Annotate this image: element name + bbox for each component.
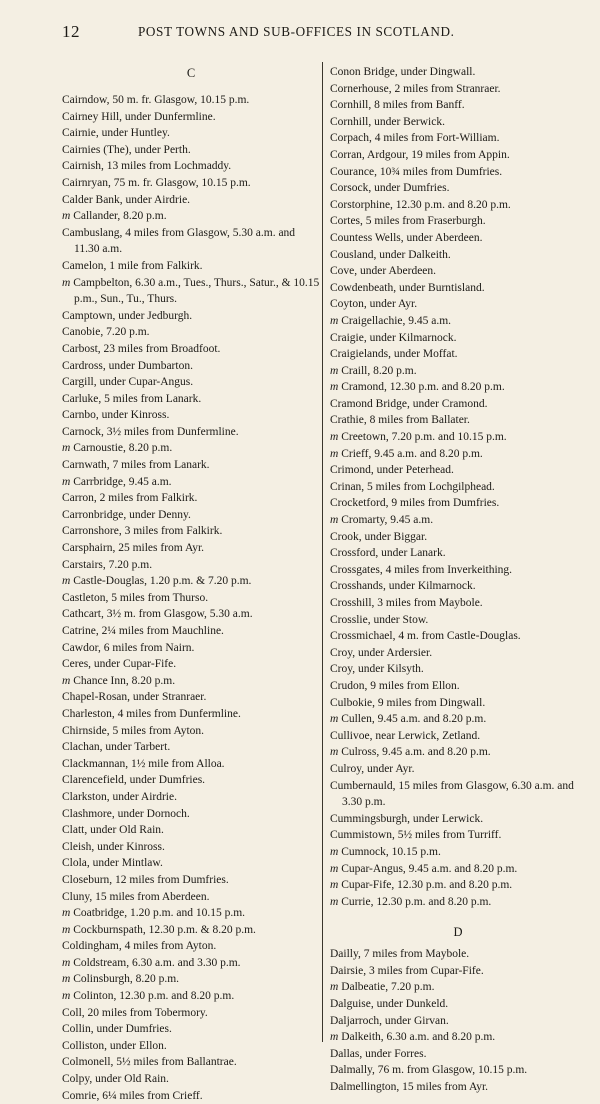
- entry-text: Chirnside, 5 miles from Ayton.: [62, 724, 205, 737]
- directory-entry: [62, 988, 320, 1005]
- directory-entry: [62, 109, 320, 126]
- money-order-marker: m: [330, 314, 339, 327]
- directory-entry: [62, 523, 320, 540]
- directory-entry: [62, 689, 320, 706]
- directory-entry: [330, 446, 586, 463]
- directory-entry: [62, 324, 320, 341]
- entry-text: Colmonell, 5½ miles from Ballantrae.: [62, 1056, 237, 1069]
- directory-entry: [330, 894, 586, 911]
- money-order-marker: m: [330, 981, 339, 994]
- directory-entry: [62, 507, 320, 524]
- entry-text: Cumnock, 10.15 p.m.: [341, 845, 441, 858]
- directory-entry: [62, 955, 320, 972]
- entry-text: Charleston, 4 miles from Dunfermline.: [62, 707, 241, 720]
- entry-text: Clachan, under Tarbert.: [62, 741, 171, 754]
- directory-entry: [62, 822, 320, 839]
- directory-entry: [62, 839, 320, 856]
- money-order-marker: m: [62, 276, 71, 289]
- directory-entry: [62, 806, 320, 823]
- money-order-marker: m: [330, 879, 339, 892]
- directory-entry: [62, 407, 320, 424]
- directory-entry: [330, 578, 586, 595]
- entry-text: Corpach, 4 miles from Fort-William.: [330, 132, 500, 145]
- section-letter-c: C: [186, 66, 196, 80]
- directory-entry: [62, 424, 320, 441]
- entry-text: Ceres, under Cupar-Fife.: [62, 658, 177, 671]
- entry-text: Cummistown, 5½ miles from Turriff.: [330, 829, 502, 842]
- directory-entry: [62, 855, 320, 872]
- directory-entry: [330, 197, 586, 214]
- directory-entry: [330, 728, 586, 745]
- entry-text: Cockburnspath, 12.30 p.m. & 8.20 p.m.: [73, 923, 256, 936]
- directory-entry: [330, 495, 586, 512]
- entry-text: Clola, under Mintlaw.: [62, 857, 163, 870]
- entry-text: Clackmannan, 1½ mile from Alloa.: [62, 757, 225, 770]
- directory-entry: [330, 946, 586, 963]
- entry-text: Cullen, 9.45 a.m. and 8.20 p.m.: [341, 713, 487, 726]
- entry-text: Cowdenbeath, under Burntisland.: [330, 281, 485, 294]
- directory-entry: [62, 192, 320, 209]
- directory-entry: [62, 1088, 320, 1104]
- money-order-marker: m: [62, 956, 71, 969]
- directory-entry: [330, 213, 586, 230]
- entry-text: Cairnies (The), under Perth.: [62, 143, 191, 156]
- directory-entry: [62, 474, 320, 491]
- entry-text: Cousland, under Dalkeith.: [330, 248, 451, 261]
- entry-text: Castleton, 5 miles from Thurso.: [62, 591, 209, 604]
- entry-text: Colinton, 12.30 p.m. and 8.20 p.m.: [73, 990, 235, 1003]
- entry-text: Carnock, 3½ miles from Dunfermline.: [62, 425, 239, 438]
- entry-text: Coatbridge, 1.20 p.m. and 10.15 p.m.: [73, 907, 246, 920]
- directory-entry: [62, 623, 320, 640]
- directory-entry: [62, 938, 320, 955]
- directory-entry: [330, 313, 586, 330]
- running-head: POST TOWNS AND SUB-OFFICES IN SCOTLAND.: [138, 24, 455, 39]
- directory-entry: [330, 280, 586, 297]
- entry-text: Castle-Douglas, 1.20 p.m. & 7.20 p.m.: [73, 575, 252, 588]
- directory-entry: [330, 661, 586, 678]
- directory-entry: [330, 130, 586, 147]
- directory-entry: [330, 678, 586, 695]
- entry-text: Culroy, under Ayr.: [330, 762, 415, 775]
- money-order-marker: m: [62, 575, 71, 588]
- entry-text: Carsphairn, 25 miles from Ayr.: [62, 542, 205, 555]
- entry-text: Callander, 8.20 p.m.: [73, 210, 167, 223]
- entry-text: Carbost, 23 miles from Broadfoot.: [62, 342, 221, 355]
- entry-text: Cumbernauld, 15 miles from Glasgow, 6.30 a.m. and 3.30 p.m.: [330, 779, 574, 809]
- entry-text: Crossgates, 4 miles from Inverkeithing.: [330, 563, 513, 576]
- directory-entry: [62, 158, 320, 175]
- entry-text: Cathcart, 3½ m. from Glasgow, 5.30 a.m.: [62, 608, 253, 621]
- entry-text: Coldstream, 6.30 a.m. and 3.30 p.m.: [73, 956, 241, 969]
- entry-text: Cambuslang, 4 miles from Glasgow, 5.30 a.m. and 11.30 a.m.: [62, 226, 296, 256]
- entry-text: Cornerhouse, 2 miles from Stranraer.: [330, 82, 501, 95]
- entry-text: Crudon, 9 miles from Ellon.: [330, 679, 460, 692]
- directory-entry: [330, 412, 586, 429]
- entry-text: Carstairs, 7.20 p.m.: [62, 558, 153, 571]
- directory-entry: [330, 114, 586, 131]
- directory-entry: [330, 1046, 586, 1063]
- directory-entry: [62, 706, 320, 723]
- directory-entry: [330, 396, 586, 413]
- entry-text: Corran, Ardgour, 19 miles from Appin.: [330, 148, 510, 161]
- directory-entry: [330, 761, 586, 778]
- entry-text: Croy, under Kilsyth.: [330, 663, 424, 676]
- entry-text: Cupar-Angus, 9.45 a.m. and 8.20 p.m.: [341, 862, 518, 875]
- directory-entry: [330, 711, 586, 728]
- directory-entry: [330, 562, 586, 579]
- directory-entry: [330, 479, 586, 496]
- entry-text: Calder Bank, under Airdrie.: [62, 193, 191, 206]
- entry-text: Cluny, 15 miles from Aberdeen.: [62, 890, 210, 903]
- directory-entry: [62, 889, 320, 906]
- directory-entry: [62, 341, 320, 358]
- entry-text: Cornhill, under Berwick.: [330, 115, 445, 128]
- directory-entry: [330, 628, 586, 645]
- directory-entry: [62, 606, 320, 623]
- directory-entry: [62, 789, 320, 806]
- directory-entry: [330, 346, 586, 363]
- directory-entry: [330, 147, 586, 164]
- directory-entry: [62, 1005, 320, 1022]
- money-order-marker: m: [62, 442, 71, 455]
- directory-entry: [62, 922, 320, 939]
- directory-entry: [62, 540, 320, 557]
- entry-text: Crook, under Biggar.: [330, 530, 428, 543]
- directory-entry: [62, 756, 320, 773]
- money-order-marker: m: [62, 475, 71, 488]
- directory-entry: [330, 64, 586, 81]
- entry-text: Cortes, 5 miles from Fraserburgh.: [330, 215, 486, 228]
- entry-text: Dalmellington, 15 miles from Ayr.: [330, 1081, 489, 1094]
- directory-entry: [330, 1079, 586, 1096]
- directory-entry: [330, 778, 586, 811]
- entry-text: Craigielands, under Moffat.: [330, 348, 458, 361]
- entry-text: Currie, 12.30 p.m. and 8.20 p.m.: [341, 895, 492, 908]
- entry-text: Dalmally, 76 m. from Glasgow, 10.15 p.m.: [330, 1064, 528, 1077]
- entry-text: Cummingsburgh, under Lerwick.: [330, 812, 484, 825]
- entry-text: Craigie, under Kilmarnock.: [330, 331, 457, 344]
- entry-text: Carluke, 5 miles from Lanark.: [62, 392, 202, 405]
- entry-text: Canobie, 7.20 p.m.: [62, 326, 150, 339]
- entry-text: Dallas, under Forres.: [330, 1047, 427, 1060]
- entry-text: Courance, 10¾ miles from Dumfries.: [330, 165, 503, 178]
- directory-entry: [330, 861, 586, 878]
- directory-entry: [62, 971, 320, 988]
- directory-entry: [62, 772, 320, 789]
- money-order-marker: m: [330, 364, 339, 377]
- page-number: 12: [62, 22, 80, 41]
- money-order-marker: m: [330, 447, 339, 460]
- directory-entry: [62, 275, 320, 308]
- left-entries: [62, 92, 320, 1104]
- entry-text: Carnbo, under Kinross.: [62, 409, 170, 422]
- directory-entry: [62, 308, 320, 325]
- directory-entry: [330, 695, 586, 712]
- directory-entry: [62, 590, 320, 607]
- entry-text: Culross, 9.45 a.m. and 8.20 p.m.: [341, 746, 491, 759]
- directory-entry: [62, 1038, 320, 1055]
- entry-text: Comrie, 6¼ miles from Crieff.: [62, 1089, 203, 1102]
- entry-text: Crimond, under Peterhead.: [330, 464, 454, 477]
- entry-text: Cardross, under Dumbarton.: [62, 359, 193, 372]
- entry-text: Cairney Hill, under Dunfermline.: [62, 110, 216, 123]
- directory-entry: [62, 374, 320, 391]
- money-order-marker: m: [330, 746, 339, 759]
- directory-entry: [330, 1029, 586, 1046]
- directory-entry: [330, 963, 586, 980]
- directory-entry: [62, 872, 320, 889]
- directory-entry: [330, 462, 586, 479]
- right-entries-c: [330, 64, 586, 910]
- entry-text: Cleish, under Kinross.: [62, 840, 165, 853]
- entry-text: Clatt, under Old Rain.: [62, 824, 164, 837]
- directory-entry: [62, 557, 320, 574]
- entry-text: Conon Bridge, under Dingwall.: [330, 66, 476, 78]
- entry-text: Dailly, 7 miles from Maybole.: [330, 948, 470, 961]
- entry-text: Crossford, under Lanark.: [330, 547, 446, 560]
- entry-text: Carron, 2 miles from Falkirk.: [62, 492, 198, 505]
- entry-text: Crosshands, under Kilmarnock.: [330, 580, 476, 593]
- directory-entry: [62, 1021, 320, 1038]
- entry-text: Cromarty, 9.45 a.m.: [341, 514, 434, 527]
- money-order-marker: m: [330, 845, 339, 858]
- directory-entry: [62, 656, 320, 673]
- entry-text: Crossmichael, 4 m. from Castle-Douglas.: [330, 630, 521, 643]
- directory-entry: [62, 1054, 320, 1071]
- money-order-marker: m: [330, 1031, 339, 1044]
- entry-text: Cupar-Fife, 12.30 p.m. and 8.20 p.m.: [341, 879, 513, 892]
- directory-entry: [62, 457, 320, 474]
- money-order-marker: m: [330, 514, 339, 527]
- directory-entry: [62, 723, 320, 740]
- entry-text: Corstorphine, 12.30 p.m. and 8.20 p.m.: [330, 198, 511, 211]
- directory-entry: [330, 844, 586, 861]
- directory-entry: [330, 1062, 586, 1079]
- entry-text: Colliston, under Ellon.: [62, 1039, 167, 1052]
- entry-text: Croy, under Ardersier.: [330, 646, 433, 659]
- directory-entry: [330, 595, 586, 612]
- directory-entry: [62, 142, 320, 159]
- entry-text: Carrbridge, 9.45 a.m.: [73, 475, 172, 488]
- entry-text: Cramond Bridge, under Cramond.: [330, 397, 488, 410]
- entry-text: Culbokie, 9 miles from Dingwall.: [330, 696, 486, 709]
- entry-text: Cairnish, 13 miles from Lochmaddy.: [62, 160, 232, 173]
- left-column: [62, 62, 320, 1104]
- directory-entry: [330, 996, 586, 1013]
- directory-entry: [330, 363, 586, 380]
- entry-text: Dalguise, under Dunkeld.: [330, 998, 449, 1011]
- directory-entry: [330, 429, 586, 446]
- entry-text: Cramond, 12.30 p.m. and 8.20 p.m.: [341, 381, 505, 394]
- entry-text: Camelon, 1 mile from Falkirk.: [62, 259, 203, 272]
- directory-entry: [330, 811, 586, 828]
- money-order-marker: m: [330, 862, 339, 875]
- directory-entry: [62, 175, 320, 192]
- directory-entry: [62, 739, 320, 756]
- entry-text: Dairsie, 3 miles from Cupar-Fife.: [330, 964, 484, 977]
- directory-entry: [62, 490, 320, 507]
- entry-text: Coll, 20 miles from Tobermory.: [62, 1006, 208, 1019]
- entry-text: Clarkston, under Airdrie.: [62, 790, 177, 803]
- entry-text: Corsock, under Dumfries.: [330, 182, 450, 195]
- directory-entry: [62, 208, 320, 225]
- entry-text: Dalbeatie, 7.20 p.m.: [341, 981, 435, 994]
- entry-text: Carronbridge, under Denny.: [62, 508, 191, 521]
- money-order-marker: m: [62, 923, 71, 936]
- directory-entry: [62, 358, 320, 375]
- entry-text: Dalkeith, 6.30 a.m. and 8.20 p.m.: [341, 1031, 496, 1044]
- entry-text: Cullivoe, near Lerwick, Zetland.: [330, 729, 481, 742]
- directory-entry: [330, 379, 586, 396]
- entry-text: Cawdor, 6 miles from Nairn.: [62, 641, 195, 654]
- directory-entry: [330, 164, 586, 181]
- right-entries-d: [330, 946, 586, 1095]
- directory-entry: [330, 296, 586, 313]
- entry-text: Crosshill, 3 miles from Maybole.: [330, 597, 483, 609]
- directory-entry: [330, 230, 586, 247]
- entry-text: Crosslie, under Stow.: [330, 613, 429, 626]
- directory-entry: [330, 979, 586, 996]
- directory-entry: [330, 645, 586, 662]
- money-order-marker: m: [330, 431, 339, 444]
- entry-text: Carnwath, 7 miles from Lanark.: [62, 459, 210, 472]
- entry-text: Crathie, 8 miles from Ballater.: [330, 414, 470, 427]
- directory-entry: [330, 247, 586, 264]
- money-order-marker: m: [62, 674, 71, 687]
- entry-text: Cove, under Aberdeen.: [330, 265, 437, 278]
- entry-text: Carnoustie, 8.20 p.m.: [73, 442, 173, 455]
- money-order-marker: m: [62, 907, 71, 920]
- money-order-marker: m: [330, 381, 339, 394]
- money-order-marker: m: [62, 973, 71, 986]
- directory-entry: [330, 545, 586, 562]
- entry-text: Creetown, 7.20 p.m. and 10.15 p.m.: [341, 431, 507, 444]
- entry-text: Cairnie, under Huntley.: [62, 127, 170, 140]
- entry-text: Catrine, 2¼ miles from Mauchline.: [62, 625, 224, 637]
- entry-text: Coyton, under Ayr.: [330, 298, 418, 311]
- right-column: [330, 64, 586, 1096]
- entry-text: Coldingham, 4 miles from Ayton.: [62, 940, 217, 953]
- entry-text: Chance Inn, 8.20 p.m.: [73, 674, 176, 687]
- money-order-marker: m: [330, 895, 339, 908]
- money-order-marker: m: [62, 990, 71, 1003]
- entry-text: Clashmore, under Dornoch.: [62, 807, 190, 820]
- entry-text: Daljarroch, under Girvan.: [330, 1014, 449, 1027]
- entry-text: Chapel-Rosan, under Stranraer.: [62, 691, 207, 704]
- directory-entry: [330, 827, 586, 844]
- directory-entry: [62, 225, 320, 258]
- directory-entry: [62, 640, 320, 657]
- entry-text: Colpy, under Old Rain.: [62, 1073, 169, 1086]
- entry-text: Craill, 8.20 p.m.: [341, 364, 417, 377]
- directory-entry: [62, 440, 320, 457]
- money-order-marker: m: [62, 210, 71, 223]
- directory-entry: [62, 92, 320, 109]
- directory-entry: [62, 125, 320, 142]
- entry-text: Crinan, 5 miles from Lochgilphead.: [330, 480, 495, 493]
- directory-entry: [330, 877, 586, 894]
- directory-entry: [62, 673, 320, 690]
- money-order-marker: m: [330, 713, 339, 726]
- directory-entry: [330, 97, 586, 114]
- entry-text: Cargill, under Cupar-Angus.: [62, 376, 194, 389]
- directory-entry: [330, 180, 586, 197]
- entry-text: Cornhill, 8 miles from Banff.: [330, 99, 465, 112]
- entry-text: Campbelton, 6.30 a.m., Tues., Thurs., Satur., & 10.15 p.m., Sun., Tu., Thurs.: [73, 276, 320, 306]
- directory-entry: [330, 529, 586, 546]
- entry-text: Clarencefield, under Dumfries.: [62, 774, 206, 787]
- entry-text: Carronshore, 3 miles from Falkirk.: [62, 525, 223, 538]
- directory-entry: [62, 391, 320, 408]
- entry-text: Colinsburgh, 8.20 p.m.: [73, 973, 180, 986]
- entry-text: Collin, under Dumfries.: [62, 1023, 172, 1036]
- column-divider: [322, 62, 323, 1042]
- entry-text: Closeburn, 12 miles from Dumfries.: [62, 873, 229, 886]
- entry-text: Crocketford, 9 miles from Dumfries.: [330, 497, 500, 510]
- directory-entry: [62, 1071, 320, 1088]
- entry-text: Countess Wells, under Aberdeen.: [330, 231, 483, 244]
- entry-text: Crieff, 9.45 a.m. and 8.20 p.m.: [341, 447, 483, 460]
- directory-entry: [62, 905, 320, 922]
- directory-entry: [330, 612, 586, 629]
- entry-text: Cairnryan, 75 m. fr. Glasgow, 10.15 p.m.: [62, 176, 251, 189]
- directory-entry: [62, 258, 320, 275]
- entry-text: Cairndow, 50 m. fr. Glasgow, 10.15 p.m.: [62, 94, 250, 106]
- entry-text: Craigellachie, 9.45 a.m.: [341, 314, 452, 327]
- directory-entry: [62, 573, 320, 590]
- directory-entry: [330, 512, 586, 529]
- directory-entry: [330, 1013, 586, 1030]
- directory-entry: [330, 263, 586, 280]
- section-letter-d: D: [453, 925, 463, 940]
- directory-entry: [330, 81, 586, 98]
- entry-text: Camptown, under Jedburgh.: [62, 309, 193, 322]
- directory-entry: [330, 744, 586, 761]
- directory-entry: [330, 330, 586, 347]
